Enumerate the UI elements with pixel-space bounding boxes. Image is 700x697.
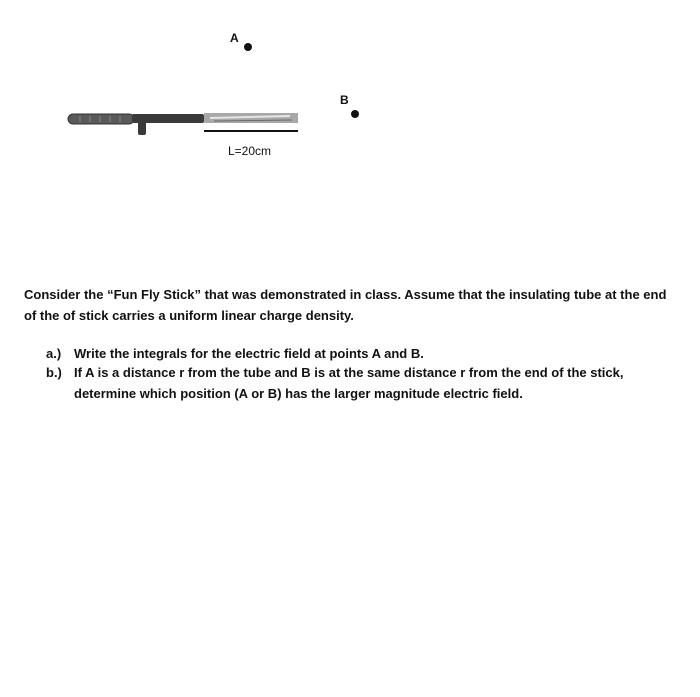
fun-fly-stick-figure xyxy=(0,0,700,180)
stick-handle xyxy=(68,114,134,124)
length-label: L=20cm xyxy=(228,144,272,158)
question-b-tag: b.) xyxy=(46,365,62,380)
question-a xyxy=(46,343,424,364)
question-a-tag: a.) xyxy=(46,346,62,361)
point-b-label: B xyxy=(340,93,349,107)
intro-text: Consider the “Fun Fly Stick” that was demonstrated in class. Assume that the insulating tube at the end of the of stick carries a uniform linear charge density. xyxy=(24,287,667,323)
stick-drawing xyxy=(0,0,700,180)
question-b-text-line1: If A is a distance r from the tube and B is at the same distance r from the end of the stick, xyxy=(74,365,624,380)
problem-intro xyxy=(24,284,674,326)
question-b xyxy=(46,362,624,404)
stick-body xyxy=(132,114,204,123)
point-a-label: A xyxy=(230,31,239,45)
question-b-text-line2: determine which position (A or B) has the larger magnitude electric field. xyxy=(74,386,523,401)
question-a-text: Write the integrals for the electric field at points A and B. xyxy=(74,346,424,361)
